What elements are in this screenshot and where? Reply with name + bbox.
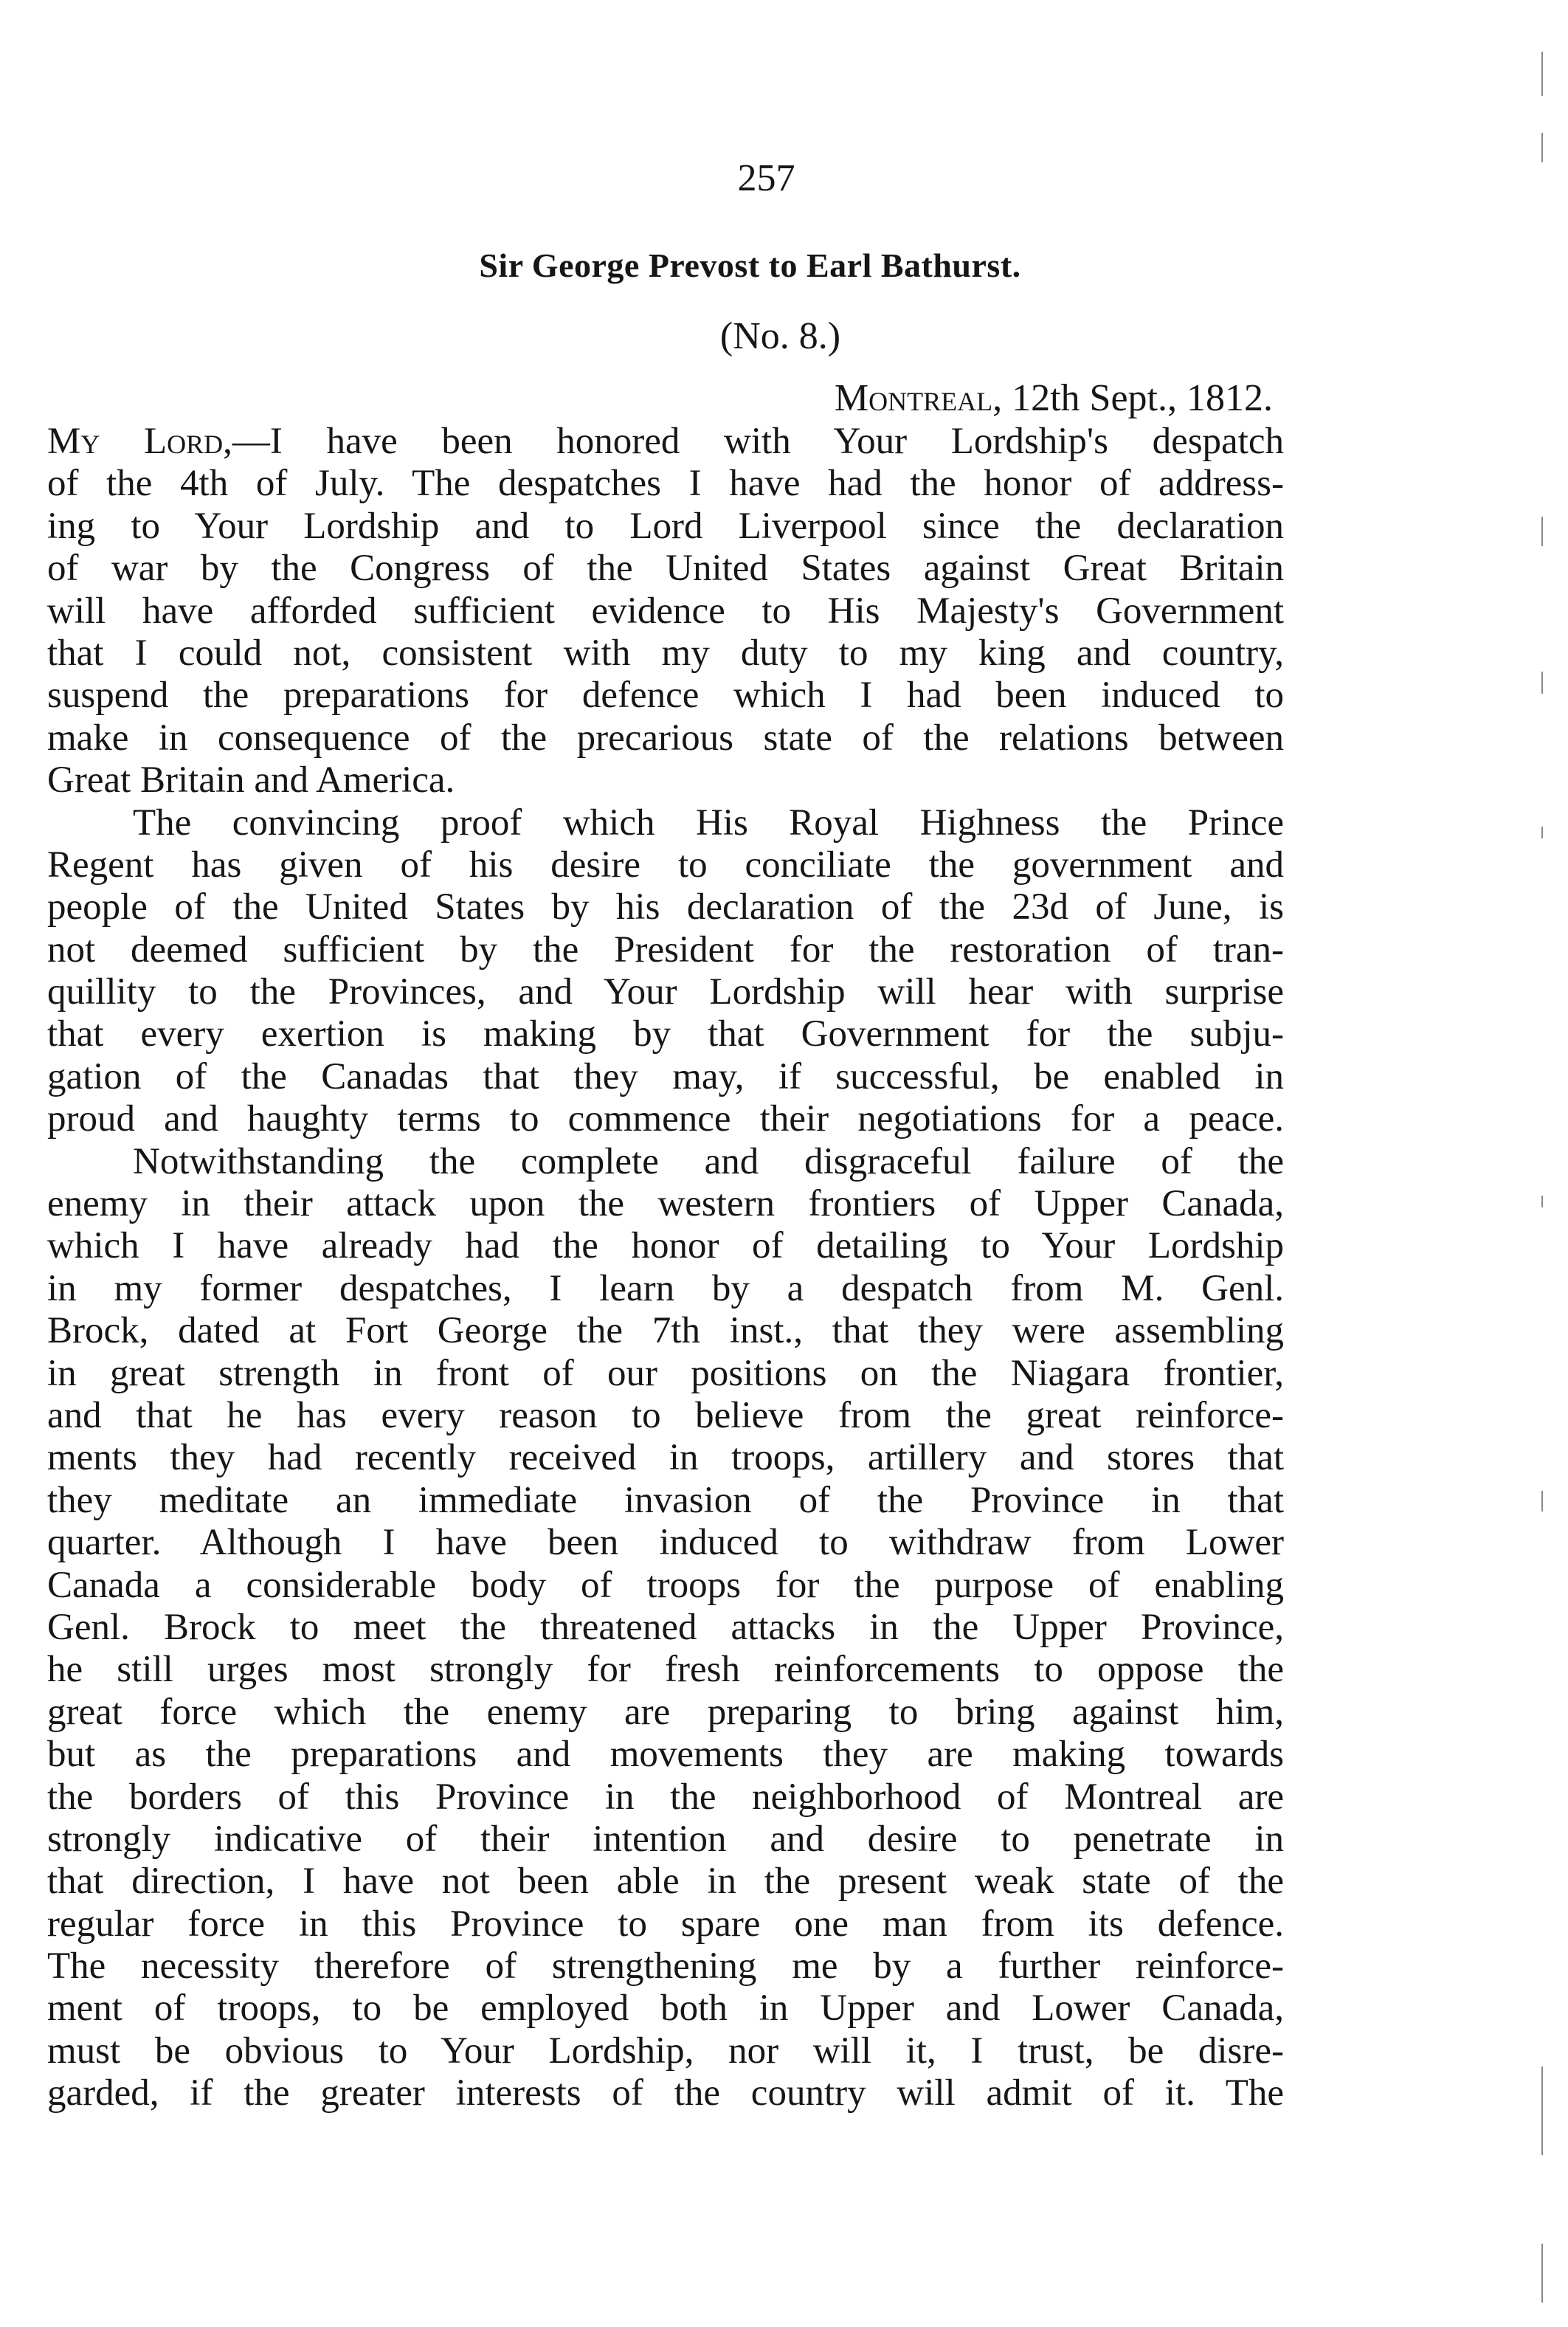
text-line: quarter. Although I have been induced to withdraw from Lower bbox=[47, 1522, 1284, 1564]
scan-mark bbox=[1541, 672, 1543, 694]
text-line: that I could not, consistent with my duty to my king and country, bbox=[47, 632, 1284, 674]
text-line: that every exertion is making by that Government for the subju- bbox=[47, 1013, 1284, 1055]
scan-mark bbox=[1541, 1491, 1543, 1511]
text-line: in my former despatches, I learn by a despatch from M. Genl. bbox=[47, 1267, 1284, 1309]
text-line: make in consequence of the precarious state of the relations between bbox=[47, 717, 1284, 759]
text-line: which I have already had the honor of detailing to Your Lordship bbox=[47, 1225, 1284, 1267]
text-line: My Lord,—I have been honored with Your Lordship's despatch bbox=[47, 421, 1284, 462]
text-line: suspend the preparations for defence which I had been induced to bbox=[47, 675, 1284, 717]
text-line: enemy in their attack upon the western frontiers of Upper Canada, bbox=[47, 1183, 1284, 1225]
text-line: not deemed sufficient by the President for the restoration of tran- bbox=[47, 928, 1284, 971]
document-number: (No. 8.) bbox=[719, 315, 841, 357]
text-line: garded, if the greater interests of the country will admit of it. The bbox=[47, 2072, 1284, 2114]
scan-mark bbox=[1541, 2244, 1543, 2303]
text-line: Notwithstanding the complete and disgraceful failure of the bbox=[133, 1140, 1284, 1182]
text-line: ing to Your Lordship and to Lord Liverpool since the declaration bbox=[47, 505, 1284, 547]
text-line: will have afforded sufficient evidence to His Majesty's Government bbox=[47, 590, 1284, 632]
text-line: proud and haughty terms to commence their negotiations for a peace. bbox=[47, 1098, 1284, 1140]
text-line: must be obvious to Your Lordship, nor will it, I trust, be disre- bbox=[47, 2030, 1284, 2072]
text-line: but as the preparations and movements they are making towards bbox=[47, 1734, 1284, 1776]
text-line: Brock, dated at Fort George the 7th inst., that they were assembling bbox=[47, 1310, 1284, 1352]
text-line: quillity to the Provinces, and Your Lordship will hear with surprise bbox=[47, 971, 1284, 1013]
scan-mark bbox=[1541, 517, 1543, 546]
text-line: regular force in this Province to spare one man from its defence. bbox=[47, 1903, 1284, 1945]
salutation: My Lord, bbox=[47, 421, 232, 462]
text-line: he still urges most strongly for fresh reinforcements to oppose the bbox=[47, 1649, 1284, 1691]
page-number: 257 bbox=[737, 157, 795, 199]
text-line: Genl. Brock to meet the threatened attacks in the Upper Province, bbox=[47, 1606, 1284, 1648]
text-line: and that he has every reason to believe from the great reinforce- bbox=[47, 1394, 1284, 1436]
text-line: people of the United States by his declaration of the 23d of June, is bbox=[47, 886, 1284, 928]
text-line: ment of troops, to be employed both in Upper and Lower Canada, bbox=[47, 1988, 1284, 2030]
scan-mark bbox=[1541, 2066, 1543, 2155]
dateline-date: 12th Sept., 1812. bbox=[1012, 377, 1273, 419]
letter-body bbox=[47, 421, 1284, 2115]
dateline bbox=[835, 376, 1273, 421]
scan-mark bbox=[1541, 133, 1543, 162]
text-line: Canada a considerable body of troops for the purpose of enabling bbox=[47, 1564, 1284, 1606]
text-line: Regent has given of his desire to conciliate the government and bbox=[47, 844, 1284, 886]
text-line: Great Britain and America. bbox=[47, 759, 455, 801]
text-line: in great strength in front of our positions on the Niagara frontier, bbox=[47, 1352, 1284, 1394]
text-line: they meditate an immediate invasion of the Province in that bbox=[47, 1479, 1284, 1521]
text-line: ments they had recently received in troops, artillery and stores that bbox=[47, 1437, 1284, 1479]
text-line: the borders of this Province in the neighborhood of Montreal are bbox=[47, 1776, 1284, 1818]
scan-mark bbox=[1541, 827, 1543, 838]
scan-margin-marks bbox=[1533, 44, 1555, 2303]
text-line: The necessity therefore of strengthening me by a further reinforce- bbox=[47, 1945, 1284, 1988]
text-line: great force which the enemy are preparing to bring against him, bbox=[47, 1691, 1284, 1733]
document-title: Sir George Prevost to Earl Bathurst. bbox=[479, 247, 1021, 284]
text-line: of war by the Congress of the United States against Great Britain bbox=[47, 548, 1284, 590]
text-line: gation of the Canadas that they may, if successful, be enabled in bbox=[47, 1055, 1284, 1097]
scan-mark bbox=[1541, 1196, 1543, 1207]
text-line: strongly indicative of their intention and desire to penetrate in bbox=[47, 1818, 1284, 1860]
text-line: The convincing proof which His Royal Highness the Prince bbox=[133, 801, 1284, 844]
dateline-place: Montreal, bbox=[834, 377, 1003, 419]
scan-mark bbox=[1541, 52, 1543, 96]
text-line: of the 4th of July. The despatches I have had the honor of address- bbox=[47, 463, 1284, 505]
text-line: that direction, I have not been able in the present weak state of the bbox=[47, 1861, 1284, 1903]
